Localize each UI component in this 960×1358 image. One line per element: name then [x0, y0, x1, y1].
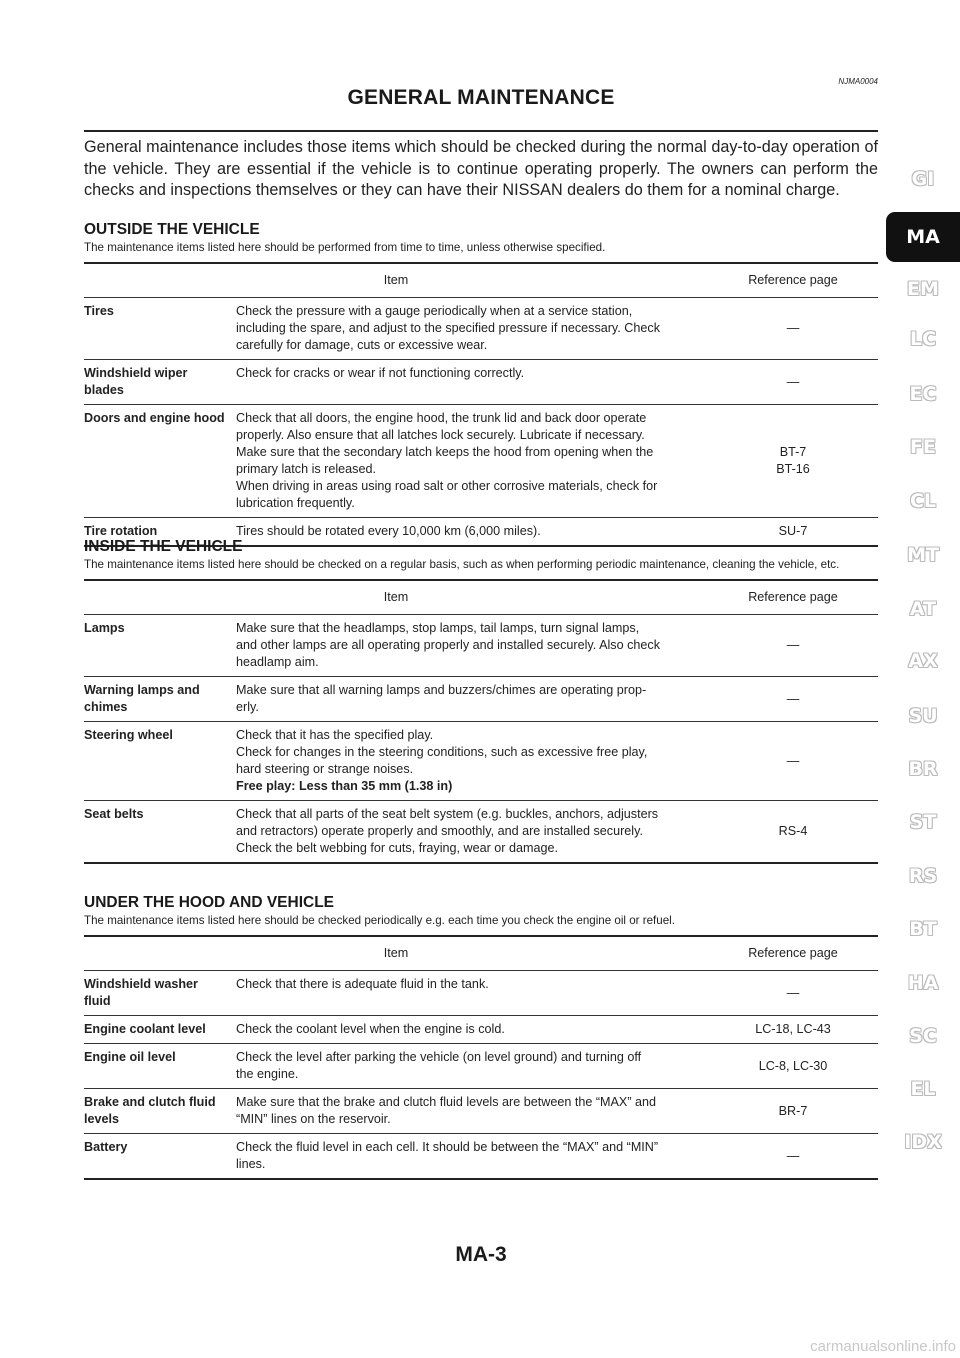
reference-page	[708, 1044, 878, 1089]
reference-link[interactable]: BR-7	[778, 1103, 808, 1118]
description-line: Make sure that the brake and clutch fluid levels are between the “MAX” and	[236, 1095, 657, 1109]
sidebar-tab[interactable]: GI	[911, 168, 935, 190]
reference-link[interactable]: —	[786, 638, 800, 652]
description-line: lubrication frequently.	[236, 496, 355, 510]
description-line: Make sure that all warning lamps and buzzers/chimes are operating prop-	[236, 683, 647, 697]
sidebar-tab[interactable]: ST	[909, 811, 937, 833]
page-title: GENERAL MAINTENANCE	[347, 86, 615, 109]
section-heading: UNDER THE HOOD AND VEHICLE	[84, 894, 335, 911]
description-line: and other lamps are all operating properly and installed securely. Also check	[236, 638, 660, 652]
table-row	[84, 1044, 878, 1089]
sidebar-tab[interactable]: LC	[909, 328, 937, 350]
sidebar-tab[interactable]: EC	[909, 383, 937, 405]
section-note: The maintenance items listed here should be checked periodically e.g. each time you check the engine oil or refuel.	[84, 914, 675, 927]
reference-link[interactable]: —	[786, 753, 800, 768]
item-name: Lamps	[84, 615, 236, 677]
reference-link[interactable]: BT-7	[779, 445, 807, 459]
page-number: MA-3	[455, 1243, 507, 1266]
item-name: Engine oil level	[84, 1044, 236, 1089]
table-row	[84, 971, 878, 1016]
item-description	[236, 298, 708, 360]
reference-page	[708, 1016, 878, 1044]
table-row	[84, 1016, 878, 1044]
item-name: Tire rotation	[84, 524, 158, 538]
description-line: Check that all parts of the seat belt system (e.g. buckles, anchors, adjusters	[236, 807, 659, 821]
description-line: properly. Also ensure that all latches lock securely. Lubricate if necessary.	[236, 428, 645, 442]
reference-link[interactable]: LC-8, LC-30	[758, 1058, 828, 1073]
description-line: Check the coolant level when the engine is cold.	[236, 1022, 505, 1036]
sidebar-tab[interactable]: SU	[908, 705, 938, 727]
sidebar-tab[interactable]: MT	[907, 544, 939, 566]
sidebar-tab[interactable]: EM	[907, 278, 939, 300]
reference-page	[708, 360, 878, 405]
description-line: Make sure that the secondary latch keeps the hood from opening when the	[236, 445, 654, 459]
description-line: lines.	[236, 1157, 266, 1171]
description-line: erly.	[236, 700, 259, 714]
item-description	[236, 801, 708, 864]
table-row	[84, 801, 878, 864]
sidebar-tab[interactable]: BT	[909, 918, 937, 940]
reference-page	[708, 1089, 878, 1134]
item-description	[236, 405, 708, 518]
reference-page	[708, 298, 878, 360]
intro-paragraph: General maintenance includes those items which should be checked during the normal day-to-day operation of the vehicle. They are essential if the vehicle is to continue operating properly. The owners can perform the checks and inspections themselves or they can have their NISSAN dealers do them for a nominal charge.	[84, 138, 878, 199]
doc-code: NJMA0004	[838, 77, 878, 86]
item-name: Engine coolant level	[84, 1016, 236, 1044]
sidebar-tab[interactable]: AT	[909, 598, 937, 620]
reference-page	[708, 405, 878, 518]
description-line: Make sure that the headlamps, stop lamps, tail lamps, turn signal lamps,	[236, 621, 640, 635]
sidebar-tab[interactable]: AX	[908, 650, 938, 672]
description-line: Check the level after parking the vehicle (on level ground) and turning off	[236, 1050, 642, 1064]
section-note: The maintenance items listed here should be checked on a regular basis, such as when performing periodic maintenance, cleaning the vehicle, etc.	[84, 558, 840, 571]
item-description	[236, 971, 708, 1016]
item-description	[236, 1016, 708, 1044]
item-description	[236, 677, 708, 722]
item-name: Windshield wiper blades	[84, 360, 236, 405]
item-name: Windshield washer fluid	[84, 971, 236, 1016]
description-line: the engine.	[236, 1067, 299, 1081]
header-item: Item	[84, 580, 708, 615]
description-line: Check for changes in the steering conditions, such as excessive free play,	[236, 745, 648, 759]
description-line: Check the fluid level in each cell. It should be between the “MAX” and “MIN”	[236, 1140, 659, 1154]
table-row	[84, 1089, 878, 1134]
table-row	[84, 615, 878, 677]
section-heading: INSIDE THE VEHICLE	[84, 538, 243, 555]
description-line: including the spare, and adjust to the specified pressure if necessary. Check	[236, 321, 660, 335]
item-description	[236, 1089, 708, 1134]
item-name: Warning lamps and chimes	[84, 677, 236, 722]
description-line: Check the pressure with a gauge periodically when at a service station,	[236, 304, 633, 318]
table-row	[84, 722, 878, 801]
reference-link[interactable]: —	[786, 374, 800, 389]
item-name: Tires	[84, 298, 236, 360]
reference-link[interactable]: —	[786, 691, 800, 706]
sidebar-tab[interactable]: BR	[908, 758, 938, 780]
table-row	[84, 405, 878, 518]
reference-link[interactable]: SU-7	[778, 524, 808, 538]
maintenance-table-outside	[84, 262, 878, 547]
reference-page	[708, 801, 878, 864]
description-line: “MIN” lines on the reservoir.	[236, 1112, 391, 1126]
item-description	[236, 1134, 708, 1180]
section-under	[84, 894, 878, 1180]
item-description	[236, 1044, 708, 1089]
sidebar-tab[interactable]: FE	[910, 436, 936, 458]
sidebar-tab[interactable]: EL	[910, 1078, 936, 1100]
description-line: Check that all doors, the engine hood, the trunk lid and back door operate	[236, 411, 647, 425]
section-note: The maintenance items listed here should be performed from time to time, unless otherwise specified.	[84, 241, 606, 254]
reference-link[interactable]: RS-4	[778, 824, 808, 838]
description-line: hard steering or strange noises.	[236, 762, 414, 776]
reference-page	[708, 615, 878, 677]
item-name: Steering wheel	[84, 722, 236, 801]
description-line: Check that it has the specified play.	[236, 728, 434, 742]
header-item: Item	[84, 263, 708, 298]
item-name: Battery	[84, 1140, 128, 1154]
description-line: When driving in areas using road salt or other corrosive materials, check for	[236, 479, 658, 493]
reference-link[interactable]: LC-18, LC-43	[755, 1022, 831, 1036]
reference-page	[708, 971, 878, 1016]
sidebar-tab[interactable]: RS	[908, 865, 938, 887]
item-name: Brake and clutch fluid levels	[84, 1089, 236, 1134]
reference-link[interactable]: —	[786, 1148, 800, 1163]
description-line: Check the belt webbing for cuts, fraying, wear or damage.	[236, 841, 559, 855]
watermark: carmanualsonline.info	[810, 1338, 956, 1355]
sidebar-tab[interactable]: HA	[907, 972, 939, 994]
description-line: carefully for damage, cuts or excessive wear.	[236, 338, 488, 352]
reference-page	[708, 677, 878, 722]
table-row	[84, 298, 878, 360]
item-description	[236, 360, 708, 405]
item-name: Seat belts	[84, 807, 144, 821]
description-line: Tires should be rotated every 10,000 km (6,000 miles).	[236, 524, 541, 538]
sidebar-tab[interactable]: CL	[909, 490, 937, 512]
sidebar-tab[interactable]: SC	[909, 1025, 937, 1047]
header-reference: Reference page	[708, 263, 878, 298]
reference-link[interactable]: —	[786, 321, 800, 335]
description-line: Check for cracks or wear if not functioning correctly.	[236, 366, 525, 380]
reference-page	[708, 1134, 878, 1180]
item-name: Doors and engine hood	[84, 405, 236, 518]
spec-value: Free play: Less than 35 mm (1.38 in)	[236, 779, 453, 793]
sidebar-tab-active[interactable]: MA	[886, 212, 960, 262]
title-rule	[84, 130, 878, 132]
item-description	[236, 722, 708, 801]
maintenance-table-under	[84, 935, 878, 1180]
header-reference: Reference page	[708, 580, 878, 615]
sidebar-tab[interactable]: IDX	[904, 1131, 942, 1153]
section-inside	[84, 538, 878, 864]
table-row	[84, 677, 878, 722]
header-item: Item	[84, 936, 708, 971]
header-reference: Reference page	[708, 936, 878, 971]
table-row	[84, 1134, 878, 1180]
description-line: headlamp aim.	[236, 655, 319, 669]
description-line: primary latch is released.	[236, 462, 376, 476]
section-outside	[84, 221, 878, 547]
table-row	[84, 360, 878, 405]
description-line: Check that there is adequate fluid in the tank.	[236, 977, 489, 991]
reference-link[interactable]: BT-16	[776, 462, 810, 476]
maintenance-table-inside	[84, 579, 878, 864]
reference-page	[708, 722, 878, 801]
description-line: and retractors) operate properly and smoothly, and are installed securely.	[236, 824, 643, 838]
reference-link[interactable]: —	[786, 985, 800, 1000]
item-description	[236, 615, 708, 677]
section-heading: OUTSIDE THE VEHICLE	[84, 221, 260, 238]
